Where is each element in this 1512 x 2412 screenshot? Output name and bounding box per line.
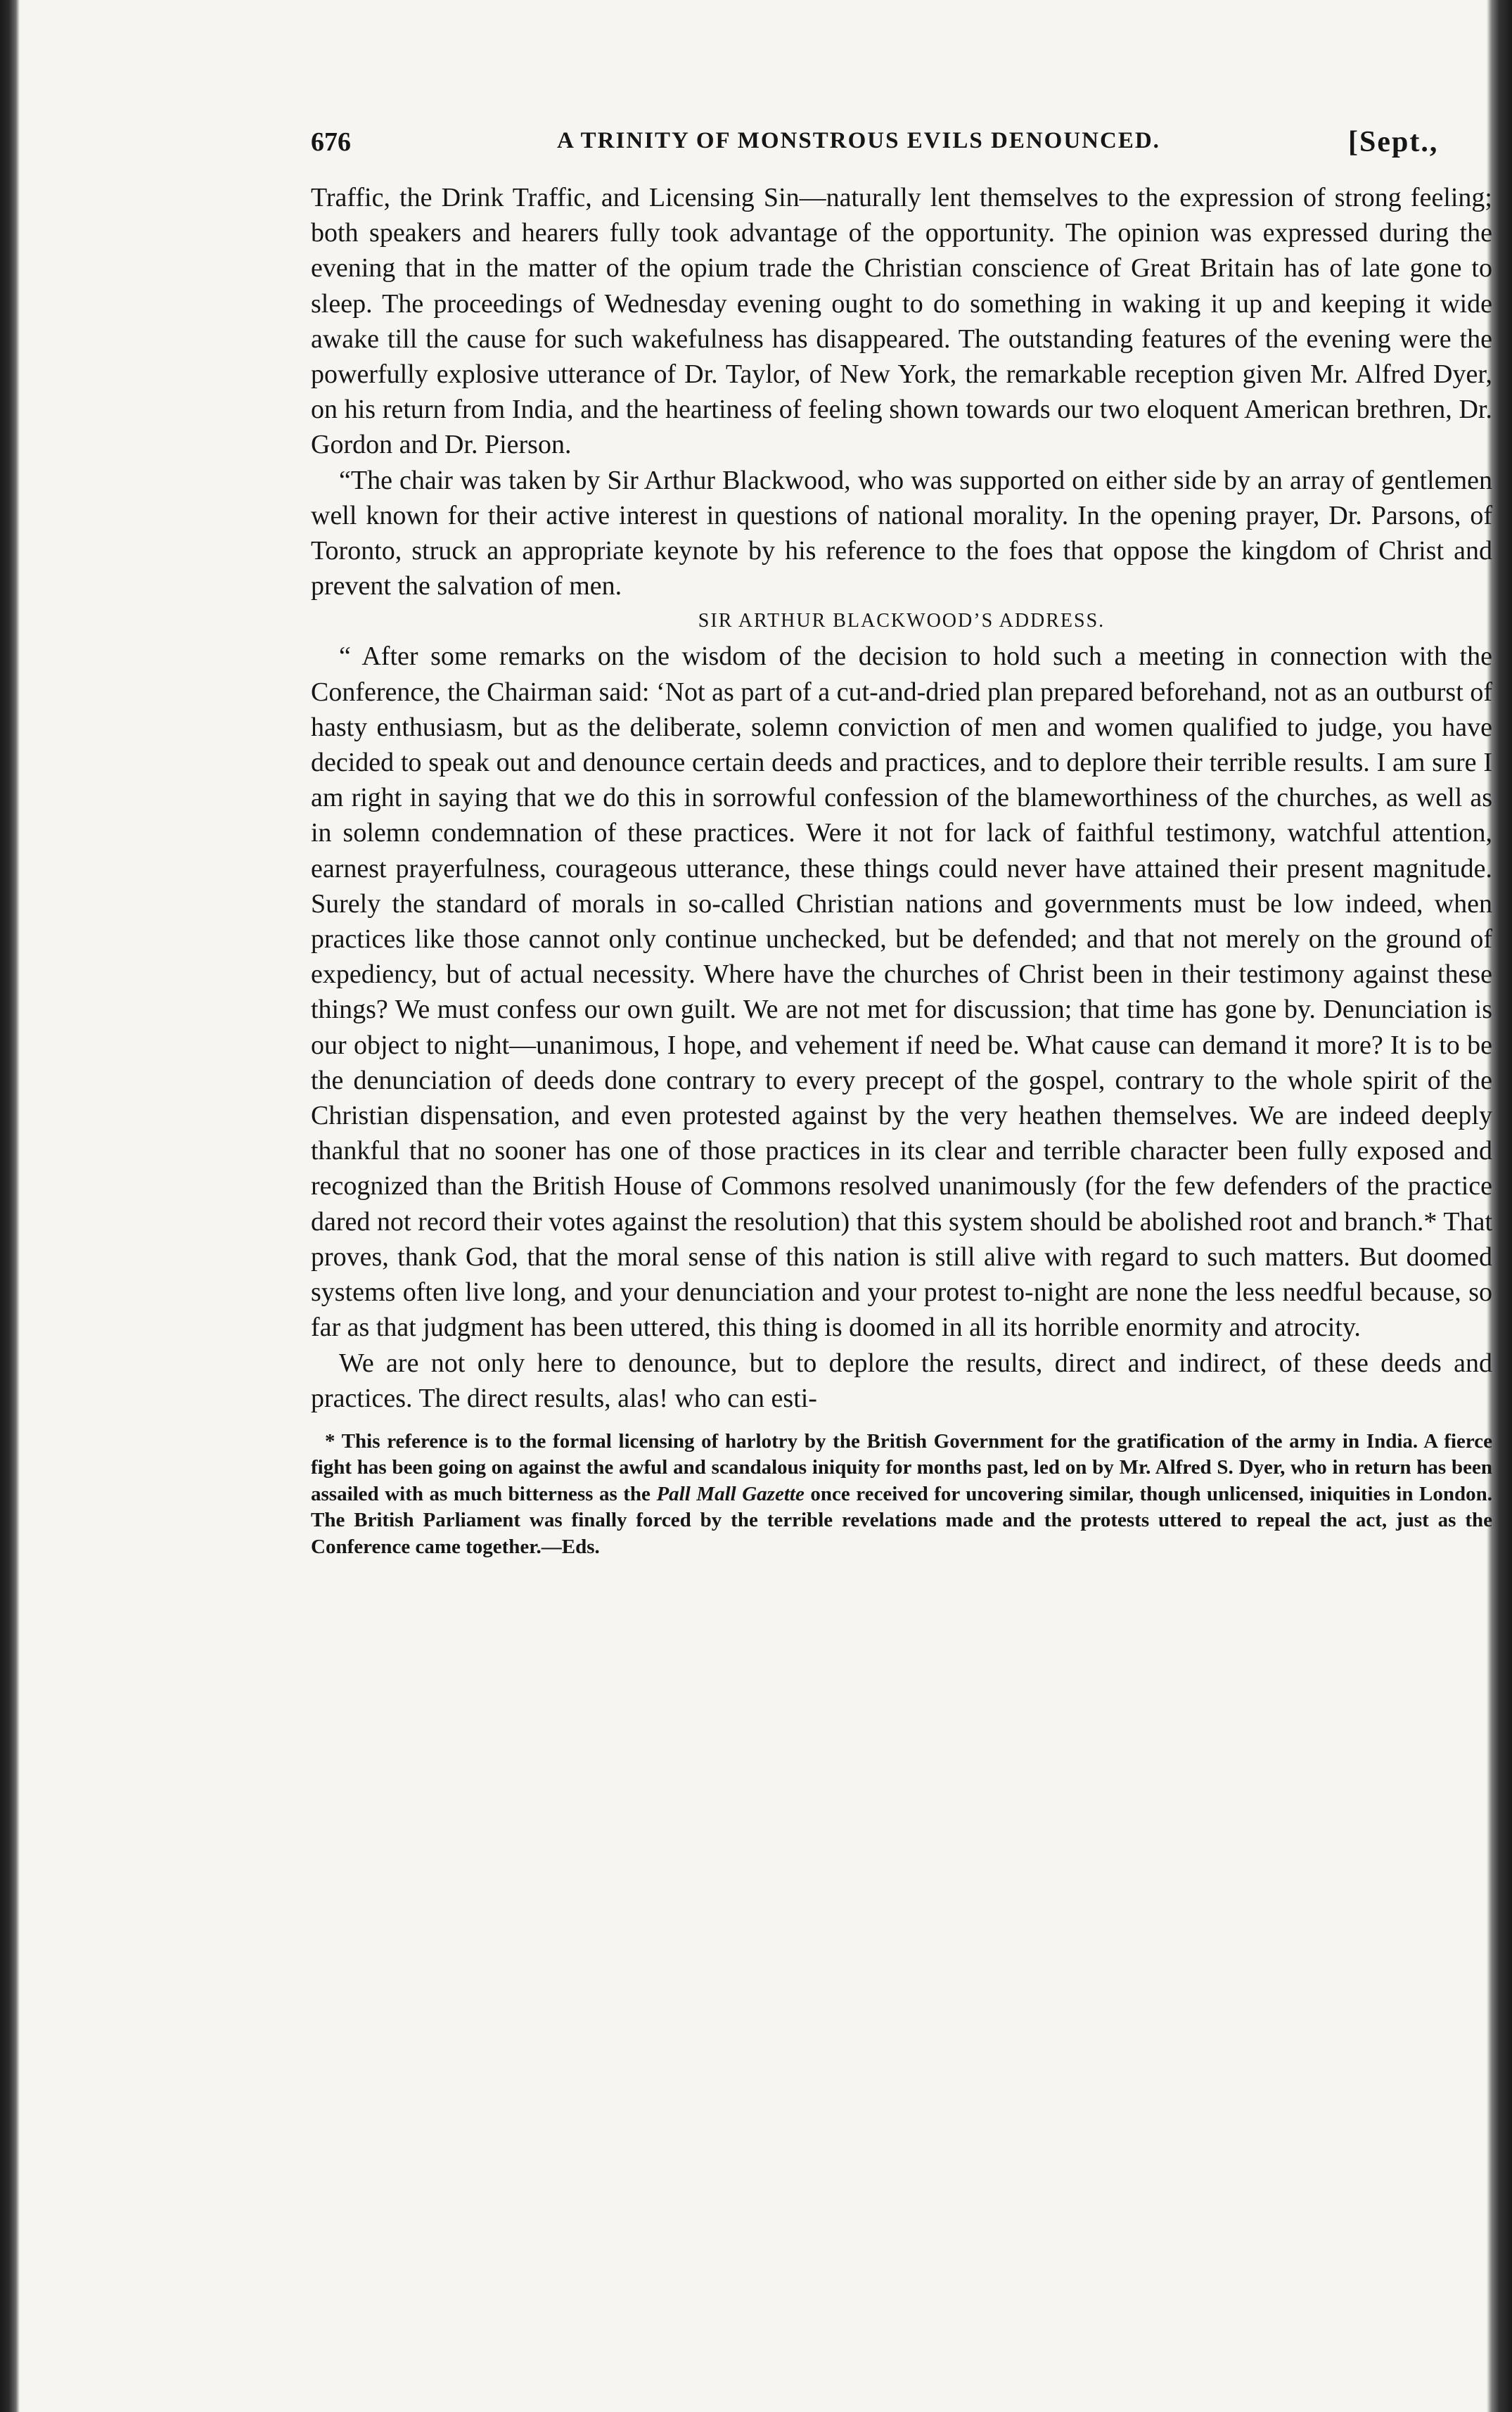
footnote-text-end: once received for uncovering similar, though unlicensed, iniquities in London. The British Parliament was finally forced by the terrible revelations made and the protests uttered to repeal the act, just as the Conference came together.—Eds.	[311, 1482, 1492, 1558]
paragraph-address: “ After some remarks on the wisdom of the decision to hold such a meeting in connection with the Conference, the Chairman said: ‘Not as part of a cut-and-dried plan prepared beforehand, not as an outburst of hasty enthusiasm, but as the deliberate, solemn conviction of men and women qualified to judge, you have decided to speak out and denounce certain deeds and practices, and to deplore their terrible results. I am sure I am right in saying that we do this in sorrowful confession of the blameworthiness of the churches, as well as in solemn condemnation of these practices. Were it not for lack of faithful testimony, watchful attention, earnest prayerfulness, courageous utterance, these things could never have attained their present magnitude. Surely the standard of morals in so-called Christian nations and governments must be low indeed, when practices like those cannot only continue unchecked, but be defended; and that not merely on the ground of expediency, but of actual necessity. Where have the churches of Christ been in their testimony against these things? We must confess our own guilt. We are not met for discussion; that time has gone by. Denunciation is our object to night—unanimous, I hope, and vehement if need be. What cause can demand it more? It is to be the denunciation of deeds done contrary to every precept of the gospel, contrary to the whole spirit of the Christian dispensation, and even protested against by the very heathen themselves. We are indeed deeply thankful that no sooner has one of those practices in its clear and terrible character been fully exposed and recognized than the British House of Commons resolved unanimously (for the few defenders of the practice dared not record their votes against the resolution) that this system should be abolished root and branch.* That proves, thank God, that the moral sense of this nation is still alive with regard to such matters. But doomed systems often live long, and your denunciation and your protest to-night are none the less needful because, so far as that judgment has been uttered, this thing is doomed in all its horrible enormity and atrocity.	[311, 642, 1492, 1343]
section-marker: [Sept.,	[1348, 126, 1439, 158]
book-page	[311, 120, 1492, 1560]
section-subheading: SIR ARTHUR BLACKWOOD’S ADDRESS.	[698, 610, 1106, 632]
scan-edge-left	[0, 0, 20, 2412]
paragraph-chair: “The chair was taken by Sir Arthur Blackwood, who was supported on either side by an array of gentlemen well known for their active interest in questions of national morality. In the opening prayer, Dr. Parsons, of Toronto, struck an appropriate keynote by his reference to the foes that oppose the kingdom of Christ and prevent the salvation of men.	[311, 465, 1492, 601]
article-body	[311, 180, 1492, 1416]
footnote-italic-title: Pall Mall Gazette	[656, 1482, 805, 1505]
running-header	[311, 120, 1492, 169]
page-number: 676	[311, 127, 351, 157]
footnote	[311, 1429, 1492, 1560]
paragraph-deplore: We are not only here to denounce, but to deplore the results, direct and indirect, of these deeds and practices. The direct results, alas! who can esti-	[311, 1348, 1492, 1413]
paragraph-continuation: Traffic, the Drink Traffic, and Licensing Sin—naturally lent themselves to the expression of strong feeling; both speakers and hearers fully took advantage of the opportunity. The opinion was expressed during the evening that in the matter of the opium trade the Christian conscience of Great Britain has of late gone to sleep. The proceedings of Wednesday evening ought to do something in waking it up and keeping it wide awake till the cause for such wakefulness has disappeared. The outstanding features of the evening were the powerfully explosive utterance of Dr. Taylor, of New York, the remarkable reception given Mr. Alfred Dyer, on his return from India, and the heartiness of feeling shown towards our two eloquent American brethren, Dr. Gordon and Dr. Pierson.	[311, 183, 1492, 460]
running-title: A TRINITY OF MONSTROUS EVILS DENOUNCED.	[557, 128, 1160, 153]
footnote-text-start: * This reference is to the formal licensing of harlotry by the British Government for the gratification of the army in India. A fierce fight has been going on against the awful and scandalous iniquity for months past, led on by Mr. Alfred S. Dyer, who in return has been assailed with as much bitterness as the	[311, 1429, 1492, 1505]
